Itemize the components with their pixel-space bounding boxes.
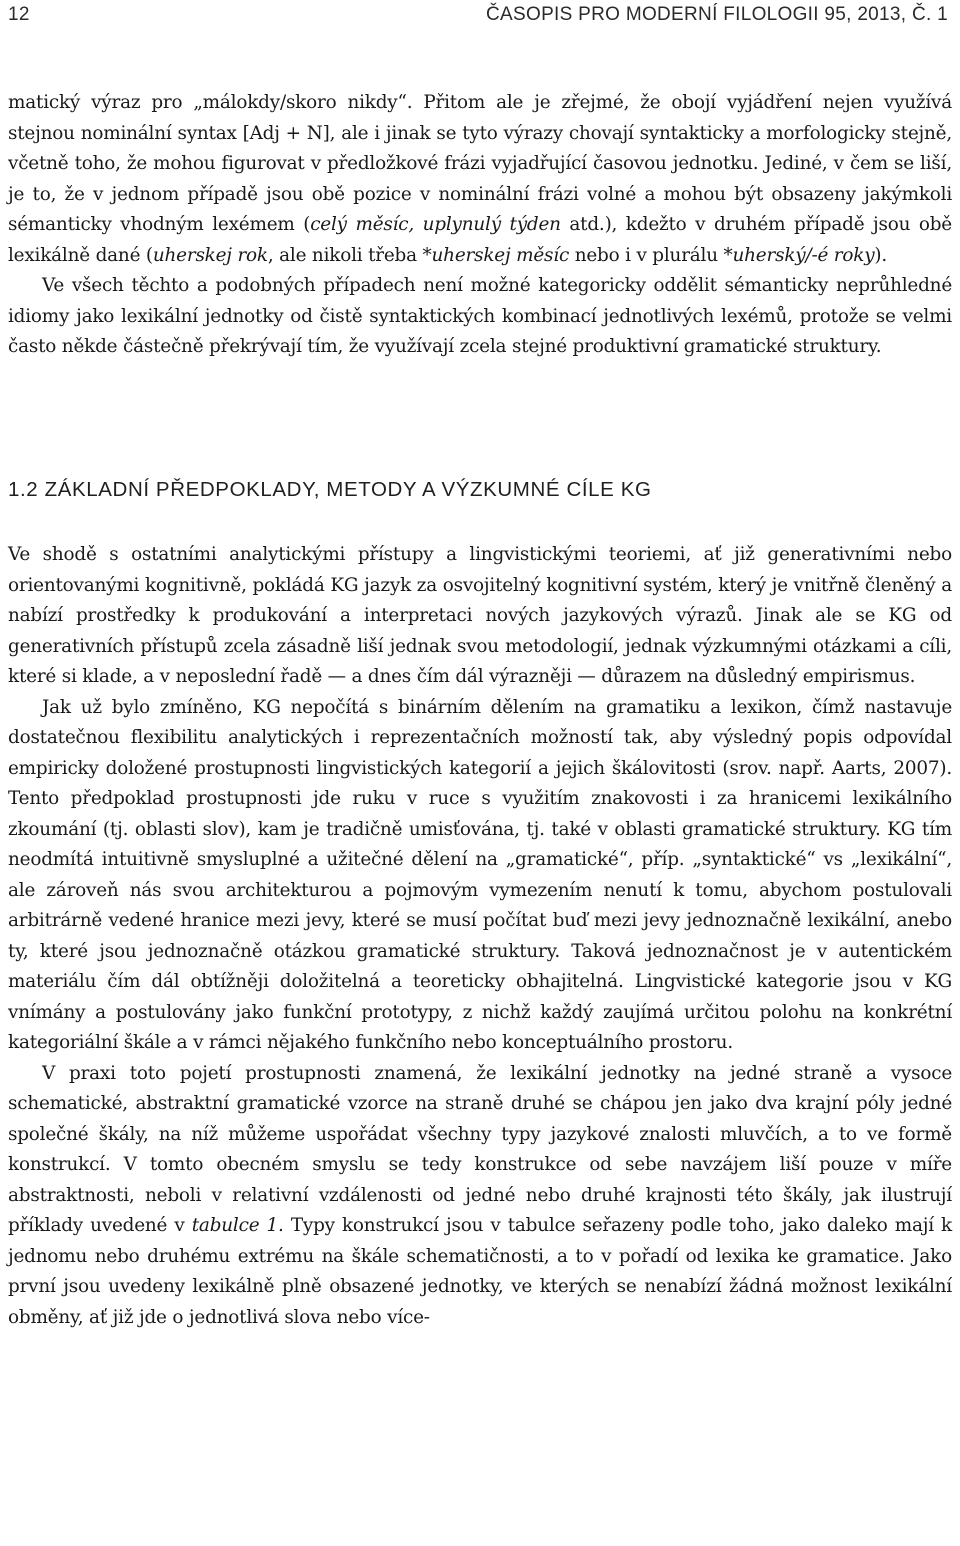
italic-text: uherskej měsíc xyxy=(431,244,570,266)
italic-text: tabulce 1 xyxy=(191,1215,279,1236)
text-run: ). xyxy=(874,244,888,266)
text-run: , ale nikoli třeba * xyxy=(267,244,432,266)
text-run: atd.), kdežto v druhém případě jsou obě lexikálně dané ( xyxy=(8,214,952,266)
text-run: V praxi toto pojetí prostupnosti znamená, že lexikální jednotky na jedné straně a vysoce schematické, abstraktní gramatické vzorce na straně druhé se chápou jen jako dva krajní póly jedné společné škály, na níž můžeme uspořádat všechny typy jazykové znalosti mluvčích, a to ve formě konstrukcí. V tomto obecném smyslu se tedy konstrukce od sebe navzájem liší pouze v míře abstraktnosti, neboli v relativní vzdálenosti od jedné nebo druhé krajnosti této škály, jak ilustrují příklady uvedené v xyxy=(8,1062,952,1236)
body-text-top xyxy=(8,88,952,363)
paragraph xyxy=(8,693,952,1059)
text-run: matický výraz pro „málokdy/skoro nikdy“. Přitom ale je zřejmé, že obojí vyjádření nejen využívá stejnou nominální syntax [Adj + N], ale i jinak se tyto výrazy chovají syntakticky a morfologicky stejně, včetně toho, že mohou figurovat v předložkové frázi vyjadřující časovou jednotku. Jediné, v čem se liší, je to, že v jednom případě jsou obě pozice v nominální frázi volné a mohou být obsazeny jakýmkoli sémanticky vhodným lexémem ( xyxy=(8,92,952,235)
text-run: Jak už bylo zmíněno, KG nepočítá s binárním dělením na gramatiku a lexikon, čímž nastavuje dostatečnou flexibilitu analytických i reprezentačních možností tak, aby výsledný popis odpovídal empiricky doložené prostupnosti lingvistických kategorií a jejich škálovitosti (srov. např. Aarts, 2007). Tento předpoklad prostupnosti jde ruku v ruce s využitím znakovosti i za hranicemi lexikálního zkoumání (tj. oblasti slov), kam je tradičně umisťována, tj. také v oblasti gramatické struktury. KG tím neodmítá intuitivně smysluplné a užitečné dělení na „gramatické“, příp. „syntaktické“ vs „lexikální“, ale zároveň nás svou architekturou a pojmovým vymezením nenutí k tomu, abychom postulovali arbitrárně vedené hranice mezi jevy, které se musí počítat buď mezi jevy jednoznačně lexikální, anebo ty, které jsou jednoznačně otázkou gramatické struktury. Taková jednoznačnost je v autentickém materiálu čím dál obtížněji doložitelná a teoreticky obhajitelná. Lingvistické kategorie jsou v KG vnímány a postulovány jako funkční prototypy, z nichž každý zaujímá určitou polohu na konkrétní kategoriální škále a v rámci nějakého funkčního nebo konceptuálního prostoru. xyxy=(8,696,952,1053)
paragraph xyxy=(8,1059,952,1334)
paragraph xyxy=(8,271,952,363)
italic-text: uherský/-é roky xyxy=(732,244,875,266)
section-heading: 1.2 ZÁKLADNÍ PŘEDPOKLADY, METODY A VÝZKUMNÉ CÍLE KG xyxy=(8,478,652,501)
italic-text: celý měsíc, uplynulý týden xyxy=(310,214,561,235)
paragraph xyxy=(8,540,952,693)
page-number: 12 xyxy=(8,4,30,25)
body-text-bottom xyxy=(8,540,952,1333)
journal-title: ČASOPIS PRO MODERNÍ FILOLOGII 95, 2013, Č. 1 xyxy=(486,4,948,25)
text-run: Ve všech těchto a podobných případech není možné kategoricky oddělit sémanticky neprůhledné idiomy jako lexikální jednotky od čistě syntaktických kombinací jednotlivých lexémů, protože se velmi často někde částečně překrývají tím, že využívají zcela stejné produktivní gramatické struktury. xyxy=(8,275,952,357)
paragraph xyxy=(8,88,952,271)
italic-text: uherskej rok xyxy=(152,244,268,266)
text-run: Ve shodě s ostatními analytickými přístupy a lingvistickými teoriemi, ať již generativními nebo orientovanými kognitivně, pokládá KG jazyk za osvojitelný kognitivní systém, který je vnitřně členěný a nabízí prostředky k produkování a interpretaci nových jazykových výrazů. Jinak ale se KG od generativních přístupů zcela zásadně liší jednak svou metodologií, jednak výzkumnými otázkami a cíli, které si klade, a v neposlední řadě — a dnes čím dál výrazněji — důrazem na důsledný empirismus. xyxy=(8,544,952,687)
text-run: . Typy konstrukcí jsou v tabulce seřazeny podle toho, jako daleko mají k jednomu nebo druhému extrému na škále schematičnosti, a to v pořadí od lexika ke gramatice. Jako první jsou uvedeny lexikálně plně obsazené jednotky, ve kterých se nenabízí žádná možnost lexikální obměny, ať již jde o jednotlivá slova nebo více- xyxy=(8,1215,952,1328)
running-head xyxy=(8,4,948,38)
text-run: nebo i v plurálu * xyxy=(569,244,733,266)
